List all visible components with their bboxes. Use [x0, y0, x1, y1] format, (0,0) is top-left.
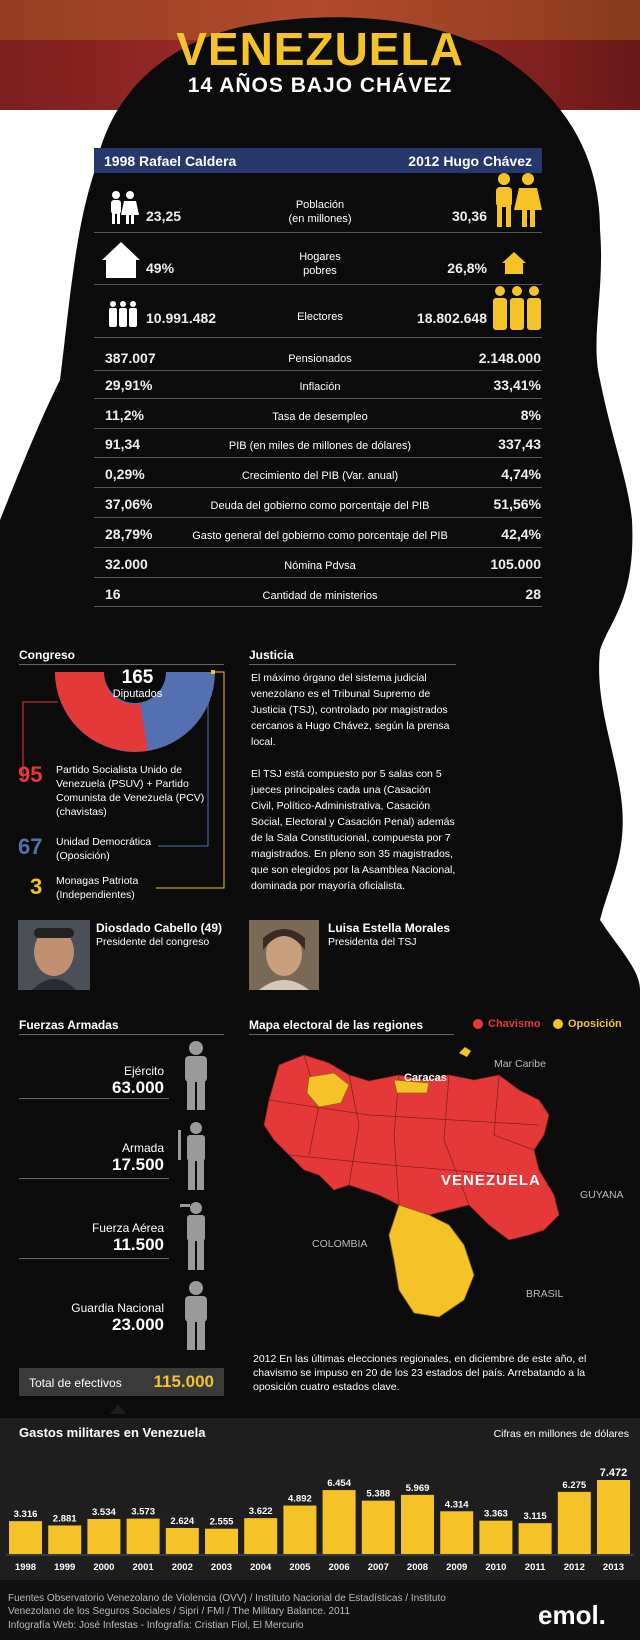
emol-logo: emol. [538, 1600, 606, 1630]
fuerza-aerea-value: 11.500 [112, 1235, 164, 1254]
divider [94, 457, 542, 458]
row-left-value: 28,79% [105, 526, 153, 542]
divider [94, 428, 542, 429]
justicia-paragraph-1: El máximo órgano del sistema judicial venezolano es el Tribunal Supremo de Justicia (TSJ), controlado por magistrados cercanos a Hugo Chávez, según la prensa local. [251, 672, 450, 748]
bar-value-label: 3.316 [13, 1509, 38, 1521]
voters-1998: 10.991.482 [146, 310, 217, 326]
map-label-mar: Mar Caribe [494, 1058, 546, 1070]
poor-households-label: Hogares pobres [299, 251, 341, 277]
bar-value-label: 5.388 [366, 1488, 391, 1500]
x-tick-label: 2008 [406, 1562, 429, 1573]
row-label: Cantidad de ministerios [262, 590, 378, 602]
row-label: Crecimiento del PIB (Var. anual) [241, 470, 399, 482]
row-left-value: 387.007 [105, 350, 156, 366]
x-tick-label: 2012 [563, 1562, 585, 1573]
row-left-value: 16 [105, 586, 121, 602]
map-label-colombia: COLOMBIA [312, 1238, 368, 1250]
bar-2012 [558, 1492, 591, 1554]
morales-role: Presidenta del TSJ [328, 936, 417, 948]
bar-2003 [205, 1529, 238, 1554]
bar-value-label: 3.534 [92, 1507, 116, 1519]
bar-2005 [283, 1506, 316, 1554]
divider [94, 232, 542, 233]
divider [94, 606, 542, 607]
independents-seats: 3 [30, 874, 43, 899]
total-box [19, 1368, 224, 1396]
page-title: VENEZUELA [176, 23, 464, 75]
voters-icon [108, 300, 138, 328]
electoral-map [249, 1045, 629, 1335]
x-tick-label: 2013 [602, 1562, 625, 1573]
row-right-value: 4,74% [501, 466, 541, 482]
bar-value-label: 4.314 [444, 1499, 469, 1511]
row-right-value: 105.000 [490, 556, 541, 572]
congreso-title: Congreso [19, 648, 76, 662]
bar-2002 [166, 1528, 199, 1554]
military-spending-chart [0, 1450, 640, 1578]
row-label: Pensionados [288, 353, 352, 365]
bar-value-label: 3.573 [131, 1506, 155, 1518]
population-2012: 30,36 [451, 208, 487, 224]
row-right-value: 337,43 [498, 436, 541, 452]
x-tick-label: 2011 [524, 1562, 546, 1573]
x-tick-label: 1998 [14, 1562, 37, 1573]
x-tick-label: 2005 [289, 1562, 311, 1573]
voters-icon-large [492, 285, 542, 331]
bar-value-label: 6.454 [327, 1478, 351, 1490]
bar-2007 [362, 1501, 395, 1554]
bar-2010 [479, 1521, 512, 1554]
row-left-value: 37,06% [105, 496, 153, 512]
justicia-title: Justicia [249, 648, 294, 662]
row-right-value: 2.148.000 [478, 350, 541, 366]
row-left-value: 11,2% [105, 407, 144, 423]
divider [19, 1178, 169, 1179]
footer-sources: Fuentes Observatorio Venezolano de Violencia (OVV) / Instituto Nacional de Estadísticas / Instituto Venezolano de los Seguros Sociales / Sipri / FMI / The Military Balance. 2011 [8, 1593, 446, 1617]
divider [94, 398, 542, 399]
x-tick-label: 2004 [250, 1562, 272, 1573]
morales-name: Luisa Estella Morales [328, 921, 451, 935]
air-force-icon [180, 1202, 205, 1270]
bar-value-label: 2.881 [52, 1513, 77, 1525]
legend-chavismo: Chavismo [488, 1018, 541, 1030]
row-label: Tasa de desempleo [272, 411, 368, 423]
miranda-amazonas-opposition [389, 1205, 474, 1317]
soldier-icons [176, 1040, 216, 1370]
bar-2008 [401, 1495, 434, 1554]
divider [94, 370, 542, 371]
poor-households-1998: 49% [146, 260, 175, 276]
guardia-label: Guardia Nacional [71, 1301, 164, 1315]
divider [94, 337, 542, 338]
x-tick-label: 2003 [210, 1562, 233, 1573]
opposition-name: Unidad Democrática (Oposición) [56, 836, 152, 862]
gastos-title: Gastos militares en Venezuela [19, 1425, 206, 1440]
x-tick-label: 2009 [446, 1562, 468, 1573]
x-tick-label: 2006 [328, 1562, 350, 1573]
bar-value-label: 3.363 [484, 1508, 508, 1520]
row-right-value: 51,56% [493, 496, 541, 512]
population-1998: 23,25 [146, 208, 182, 224]
fuerza-aerea-label: Fuerza Aérea [91, 1221, 164, 1235]
pointer-triangle [110, 1404, 126, 1414]
map-label-caracas: Caracas [404, 1072, 447, 1084]
fuerzas-title: Fuerzas Armadas [19, 1018, 119, 1032]
divider [94, 517, 542, 518]
divider [94, 577, 542, 578]
congress-total-label: Diputados [112, 688, 163, 700]
x-tick-label: 2007 [367, 1562, 389, 1573]
row-right-value: 8% [520, 407, 541, 423]
armada-label: Armada [121, 1141, 164, 1155]
map-label-brasil: BRASIL [526, 1288, 564, 1300]
x-tick-label: 2002 [171, 1562, 193, 1573]
page-subtitle: 14 AÑOS BAJO CHÁVEZ [187, 74, 453, 97]
divider [19, 1034, 224, 1035]
x-tick-label: 2001 [132, 1562, 154, 1573]
bar-value-label: 2.555 [209, 1516, 234, 1528]
divider [249, 664, 456, 665]
row-right-value: 28 [525, 586, 541, 602]
voters-label: Electores [297, 311, 343, 323]
comparison-header [94, 148, 542, 173]
bar-value-label: 5.969 [405, 1482, 430, 1494]
row-label: Inflación [299, 381, 341, 393]
bar-value-label: 4.892 [288, 1493, 312, 1505]
cabello-role: Presidente del congreso [96, 936, 210, 948]
bar-2004 [244, 1518, 277, 1554]
footer-credits: Infografía Web: José Infestas - Infografía: Cristian Fiol, El Mercurio [8, 1620, 304, 1631]
bar-2009 [440, 1511, 473, 1554]
bar-2011 [519, 1523, 552, 1554]
cabello-photo [18, 920, 90, 990]
gastos-unit: Cifras en millones de dólares [493, 1428, 629, 1440]
bar-1998 [9, 1521, 42, 1554]
population-label: Población (en millones) [288, 199, 352, 225]
x-tick-label: 2010 [485, 1562, 507, 1573]
divider [19, 1258, 169, 1259]
divider [94, 284, 542, 285]
total-value: 115.000 [153, 1372, 214, 1391]
row-left-value: 0,29% [105, 466, 145, 482]
right-header: 2012 Hugo Chávez [408, 153, 532, 169]
people-icon-large [492, 172, 542, 228]
row-left-value: 29,91% [105, 377, 153, 393]
people-icon [108, 190, 140, 226]
mapa-title: Mapa electoral de las regiones [249, 1018, 424, 1032]
chavismo-dot-icon [473, 1019, 483, 1029]
justicia-paragraph-2: El TSJ está compuesto por 5 salas con 5 jueces principales cada una (Casación Civil, Político-Administrativa, Casación Social, Electoral y Casación Penal) además de la Sala Constitucional, compuesta por 7 magistrados. En pleno son 35 magistrados, que son elegidos por la Asamblea Nacional, dominada por mayoría oficialista. [251, 768, 456, 892]
bar-value-label: 3.115 [523, 1511, 547, 1523]
poor-households-2012: 26,8% [447, 260, 487, 276]
map-note: 2012 En las últimas elecciones regionales, en diciembre de este año, el chavismo se impuso en 20 de los 23 estados del país. Arrebatando a la oposición cuatro estados clave. [253, 1353, 587, 1393]
row-right-value: 42,4% [501, 526, 541, 542]
divider [94, 487, 542, 488]
oposicion-dot-icon [553, 1019, 563, 1029]
house-icon-small [501, 251, 527, 275]
row-label: Deuda del gobierno como porcentaje del PIB [210, 500, 430, 512]
divider [19, 1098, 169, 1099]
bar-2006 [323, 1490, 356, 1554]
bar-value-label: 6.275 [562, 1479, 587, 1491]
total-label: Total de efectivos [29, 1376, 122, 1390]
row-right-value: 33,41% [493, 377, 541, 393]
left-header: 1998 Rafael Caldera [104, 153, 237, 169]
row-left-value: 32.000 [105, 556, 148, 572]
house-icon [100, 240, 142, 280]
bar-value-label: 2.624 [170, 1516, 195, 1528]
psuv-name: Partido Socialista Unido de Venezuela (PSUV) + Partido Comunista de Venezuela (PCV) (chavistas) [56, 764, 205, 818]
row-label: PIB (en miles de millones de dólares) [228, 440, 412, 452]
map-label-venezuela: VENEZUELA [441, 1172, 541, 1189]
row-left-value: 91,34 [105, 436, 141, 452]
row-label: Gasto general del gobierno como porcentaje del PIB [192, 530, 448, 542]
army-soldier-icon [185, 1041, 207, 1110]
bar-2001 [127, 1519, 160, 1554]
bar-2013 [597, 1480, 630, 1554]
voters-2012: 18.802.648 [416, 310, 487, 326]
independents-name: Monagas Patriota (Independientes) [56, 875, 139, 901]
nueva-esparta-opposition [459, 1047, 471, 1057]
legend-oposicion: Oposición [568, 1018, 622, 1030]
psuv-seats: 95 [18, 762, 43, 787]
bar-2000 [87, 1519, 120, 1554]
ejercito-label: Ejército [123, 1064, 164, 1078]
bar-value-label: 3.622 [248, 1506, 273, 1518]
x-tick-label: 2000 [93, 1562, 115, 1573]
divider [249, 1034, 454, 1035]
divider [94, 547, 542, 548]
congress-total: 165 [121, 667, 154, 688]
morales-photo [249, 920, 319, 990]
armada-value: 17.500 [112, 1155, 164, 1174]
bar-value-label: 7.472 [599, 1467, 628, 1479]
opposition-seats: 67 [18, 834, 43, 859]
navy-soldier-icon [178, 1122, 205, 1190]
guardia-value: 23.000 [112, 1315, 164, 1334]
cabello-name: Diosdado Cabello (49) [96, 921, 223, 935]
national-guard-icon [185, 1281, 207, 1350]
bar-1999 [48, 1525, 81, 1554]
map-label-guyana: GUYANA [580, 1189, 624, 1201]
x-tick-label: 1999 [54, 1562, 76, 1573]
row-label: Nómina Pdvsa [284, 560, 356, 572]
ejercito-value: 63.000 [112, 1078, 164, 1097]
